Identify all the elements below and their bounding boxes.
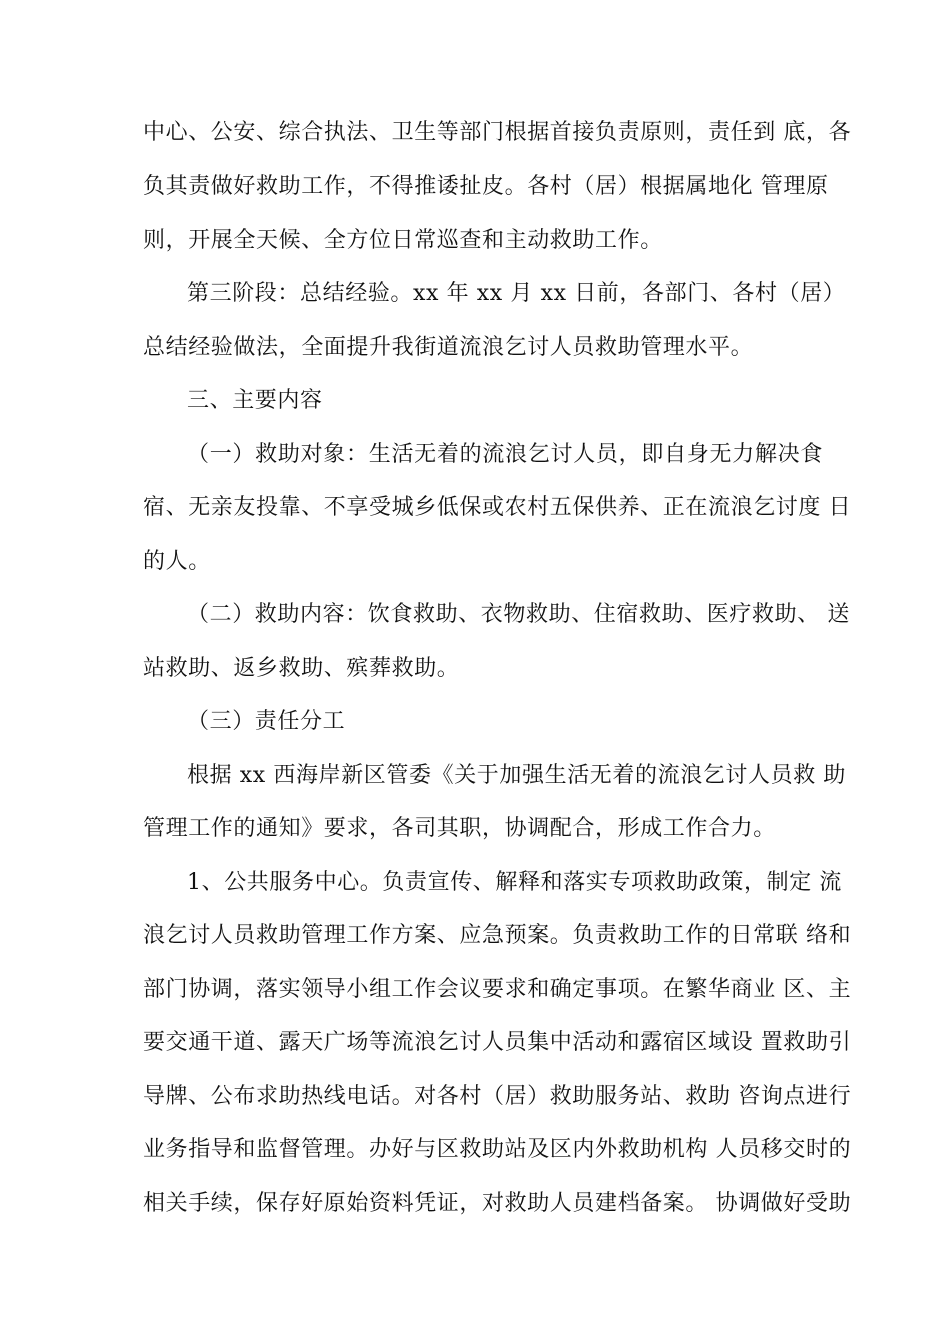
text-line: 则，开展全天候、全方位日常巡查和主动救助工作。 bbox=[143, 228, 663, 253]
text-line: 根据 xx 西海岸新区管委《关于加强生活无着的流浪乞讨人员救 助 bbox=[187, 763, 846, 788]
text-line: 中心、公安、综合执法、卫生等部门根据首接负责原则，责任到 底，各 bbox=[143, 120, 852, 145]
text-line: 的人。 bbox=[143, 549, 211, 574]
subsection-heading: （三）责任分工 bbox=[187, 709, 346, 734]
text-line: 第三阶段：总结经验。xx 年 xx 月 xx 日前，各部门、各村（居） bbox=[187, 281, 846, 306]
section-heading: 三、主要内容 bbox=[187, 388, 323, 413]
text-line: （一）救助对象：生活无着的流浪乞讨人员，即自身无力解决食 bbox=[187, 442, 823, 467]
text-line: 浪乞讨人员救助管理工作方案、应急预案。负责救助工作的日常联 络和 bbox=[143, 923, 852, 948]
text-line: 导牌、公布求助热线电话。对各村（居）救助服务站、救助 咨询点进行 bbox=[143, 1084, 852, 1109]
text-line: 要交通干道、露天广场等流浪乞讨人员集中活动和露宿区域设 置救助引 bbox=[143, 1030, 852, 1055]
text-line: 业务指导和监督管理。办好与区救助站及区内外救助机构 人员移交时的 bbox=[143, 1137, 852, 1162]
text-line: 管理工作的通知》要求，各司其职，协调配合，形成工作合力。 bbox=[143, 816, 776, 841]
text-line: 站救助、返乡救助、殡葬救助。 bbox=[143, 656, 460, 681]
text-line: （二）救助内容：饮食救助、衣物救助、住宿救助、医疗救助、 送 bbox=[187, 602, 850, 627]
text-line: 总结经验做法，全面提升我街道流浪乞讨人员救助管理水平。 bbox=[143, 335, 754, 360]
text-line: 部门协调，落实领导小组工作会议要求和确定事项。在繁华商业 区、主 bbox=[143, 977, 852, 1002]
text-line: 1、公共服务中心。负责宣传、解释和落实专项救助政策，制定 流 bbox=[187, 870, 842, 895]
text-line: 负其责做好救助工作，不得推诿扯皮。各村（居）根据属地化 管理原 bbox=[143, 174, 829, 199]
text-line: 相关手续，保存好原始资料凭证，对救助人员建档备案。 协调做好受助 bbox=[143, 1191, 852, 1216]
text-line: 宿、无亲友投靠、不享受城乡低保或农村五保供养、正在流浪乞讨度 日 bbox=[143, 495, 852, 520]
